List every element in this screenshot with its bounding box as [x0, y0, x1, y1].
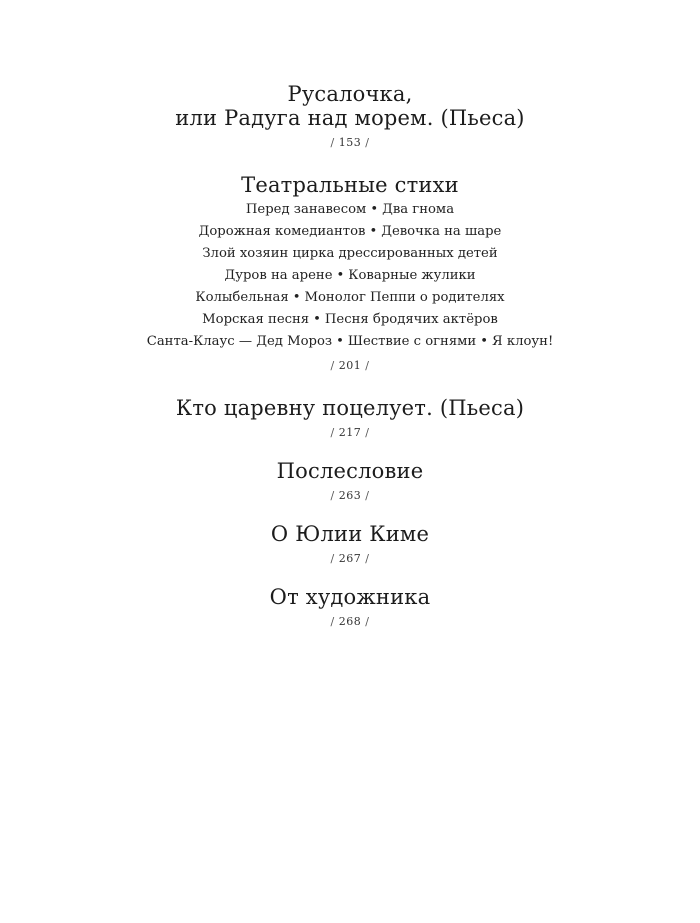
toc-entry-title	[0, 459, 700, 483]
toc-sub-line	[0, 221, 700, 243]
slash-mark: /	[330, 136, 335, 149]
slash-mark: /	[365, 136, 370, 149]
toc-sub-line	[0, 287, 700, 309]
page-number-value: 201	[338, 359, 362, 372]
toc-entry-title-line: Театральные стихи	[241, 173, 459, 197]
page-number-value: 263	[338, 489, 362, 502]
toc-entry-title	[0, 585, 700, 609]
toc-sub-line	[0, 199, 700, 221]
toc-entry-page-number	[0, 135, 700, 151]
slash-mark: /	[365, 615, 370, 628]
page-number-value: 267	[338, 552, 362, 565]
toc-sub-item: Колыбельная	[195, 290, 289, 305]
toc-entry-page-number	[0, 614, 700, 630]
toc-entry-title-line: Кто царевну поцелует. (Пьеса)	[175, 396, 525, 420]
slash-mark: /	[330, 489, 335, 502]
toc-sub-item: Злой хозяин цирка дрессированных детей	[202, 246, 498, 261]
page-number-value: 268	[338, 615, 362, 628]
toc-entry-title-line: От художника	[269, 585, 431, 609]
toc-entry	[0, 585, 700, 630]
toc-entry-title	[0, 396, 700, 420]
slash-mark: /	[330, 359, 335, 372]
toc-sub-item: Я клоун!	[492, 334, 554, 349]
toc-entry-title-line: Послесловие	[276, 459, 424, 483]
bullet-separator: •	[313, 312, 321, 327]
slash-mark: /	[365, 426, 370, 439]
toc-entry-title	[0, 82, 700, 130]
toc-sub-item: Шествие с огнями	[347, 334, 477, 349]
slash-mark: /	[365, 552, 370, 565]
slash-mark: /	[330, 615, 335, 628]
toc-sub-item: Песня бродячих актёров	[324, 312, 498, 327]
toc-entry	[0, 396, 700, 441]
toc-sub-line	[0, 309, 700, 331]
toc-sub-item: Дуров на арене	[224, 268, 333, 283]
toc-sub-item: Санта-Клаус — Дед Мороз	[146, 334, 333, 349]
bullet-separator: •	[292, 290, 301, 305]
bullet-separator: •	[480, 334, 488, 349]
bullet-separator: •	[370, 202, 379, 217]
bullet-separator: •	[336, 268, 345, 283]
toc-sub-line	[0, 265, 700, 287]
bullet-separator: •	[369, 224, 378, 239]
toc-entry-title-line: или Радуга над морем. (Пьеса)	[175, 106, 525, 130]
toc-entry	[0, 522, 700, 567]
toc-entry-page-number	[0, 425, 700, 441]
toc-sub-items	[0, 199, 700, 353]
slash-mark: /	[365, 489, 370, 502]
page-number-value: 153	[338, 136, 362, 149]
toc-entry-page-number	[0, 488, 700, 504]
toc-entry-title-line: Русалочка,	[287, 82, 413, 106]
toc-sub-item: Коварные жулики	[348, 268, 476, 283]
toc-sub-item: Морская песня	[202, 312, 310, 327]
toc-entry-title	[0, 522, 700, 546]
toc-entry	[0, 173, 700, 374]
toc-entry	[0, 82, 700, 151]
toc-sub-item: Дорожная комедиантов	[198, 224, 366, 239]
toc-entry	[0, 459, 700, 504]
bullet-separator: •	[336, 334, 344, 349]
toc-sub-line	[0, 243, 700, 265]
toc-entry-page-number	[0, 551, 700, 567]
toc-sub-item: Перед занавесом	[245, 202, 367, 217]
toc-sub-item: Девочка на шаре	[381, 224, 502, 239]
slash-mark: /	[330, 426, 335, 439]
page-number-value: 217	[338, 426, 362, 439]
slash-mark: /	[330, 552, 335, 565]
toc-sub-item: Два гнома	[382, 202, 455, 217]
toc-entry-title	[0, 173, 700, 197]
toc-entry-page-number	[0, 358, 700, 374]
table-of-contents	[0, 82, 700, 650]
toc-entry-title-line: О Юлии Киме	[270, 522, 430, 546]
slash-mark: /	[365, 359, 370, 372]
toc-sub-line	[0, 331, 700, 353]
toc-sub-item: Монолог Пеппи о родителях	[304, 290, 505, 305]
